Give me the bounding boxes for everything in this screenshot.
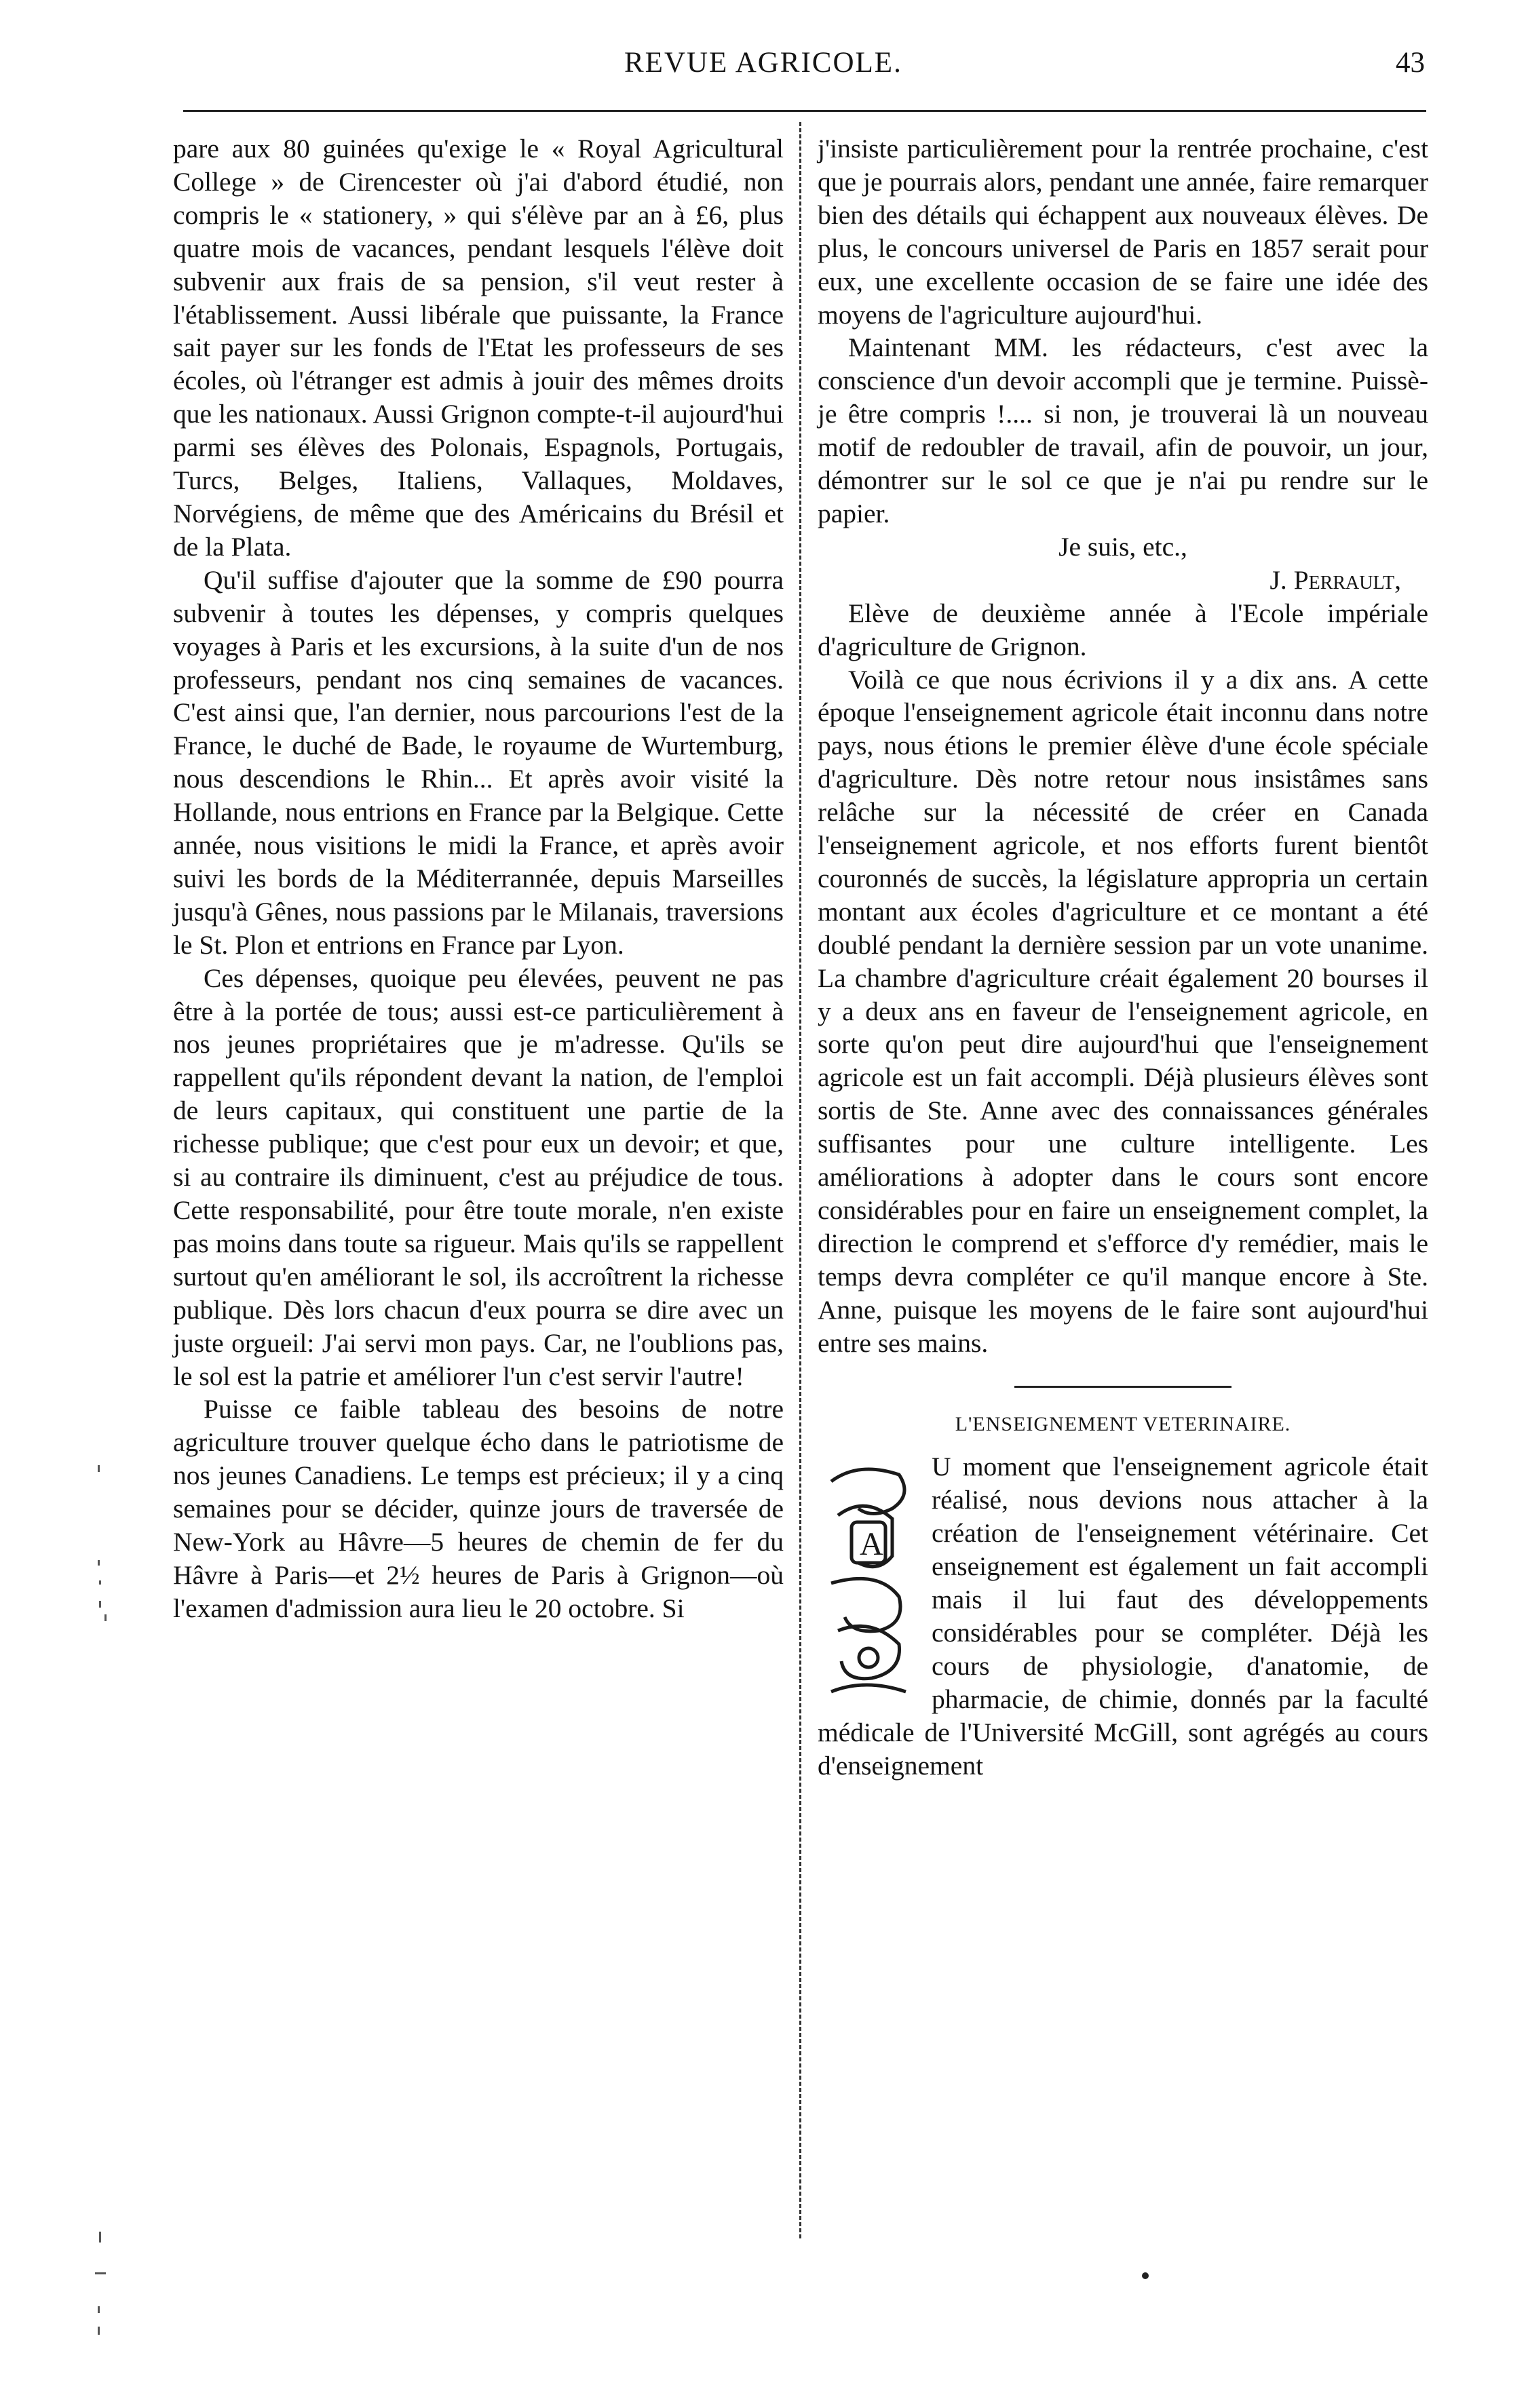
dropcap-letter: A <box>860 1526 883 1563</box>
page-number: 43 <box>1396 47 1425 79</box>
margin-specks <box>95 1458 115 2408</box>
header-rule <box>183 110 1426 112</box>
signature-title: Elève de deuxième année à l'Ecole impériale d'agriculture de Grignon. <box>818 598 1428 661</box>
column-divider <box>799 122 801 2238</box>
right-paragraph-2: Maintenant MM. les rédacteurs, c'est avec la conscience d'un devoir accompli que je termine. Puissè-je être compris !.... si non, je trouverai là un nouveau motif de redoubler de travail, afin de pouvoir, un jour, démontrer sur le sol ce que je n'ai pu rendre sur le papier. <box>818 332 1428 528</box>
left-paragraph-3: Ces dépenses, quoique peu élevées, peuvent ne pas être à la portée de tous; aussi est-ce particulièrement à nos jeunes propriétaires que je m'adresse. Qu'ils se rappellent qu'ils répondent devant la nation, de l'emploi de leurs capitaux, qui constituent une partie de la richesse publique; que c'est pour eux un devoir; et que, si au contraire ils diminuent, c'est au préjudice de tous. Cette responsabilité, pour être toute morale, n'en existe pas moins dans toute sa rigueur. Mais qu'ils se rappellent surtout qu'en améliorant le sol, ils accroîtrent la richesse publique. Dès lors chacun d'eux pourra se dire avec un juste orgueil: J'ai servi mon pays. Car, ne l'oublions pas, le sol est la patrie et améliorer l'un c'est servir l'autre! <box>173 963 784 1391</box>
section-body <box>818 1450 1428 1782</box>
left-column <box>173 132 784 1625</box>
left-paragraph-4: Puisse ce faible tableau des besoins de notre agriculture trouver quelque écho dans le patriotisme de nos jeunes Canadiens. Le temps est précieux; il y a cinq semaines pour se décider, quinze jours de traversée de New-York au Hâvre—5 heures de chemin de fer du Hâvre à Paris—et 2½ heures de Paris à Grignon—où l'examen d'admission aura lieu le 20 octobre. Si <box>173 1394 784 1623</box>
left-paragraph-2: Qu'il suffise d'ajouter que la somme de £90 pourra subvenir à toutes les dépenses, y compris quelques voyages à Paris et les excursions, à la suite d'un de nos professeurs, pendant nos cinq semaines de vacances. C'est ainsi que, l'an dernier, nous parcourions l'est de la France, le duché de Bade, le royaume de Wurtemburg, nous descendions le Rhin... Et après avoir visité la Hollande, nous entrions en France par la Belgique. Cette année, nous visitions le midi la France, et après avoir suivi les bords de la Méditerrannée, depuis Marseilles jusqu'à Gênes, nous passions par le Milanais, traversions le St. Plon et entrions en France par Lyon. <box>173 564 784 960</box>
section-heading: L'ENSEIGNEMENT VETERINAIRE. <box>955 1412 1291 1435</box>
signature-line <box>818 564 1428 597</box>
right-paragraph-1: j'insiste particulièrement pour la rentrée prochaine, c'est que je pourrais alors, pendant une année, faire remarquer bien des détails qui échappent aux nouveaux élèves. De plus, le concours universel de Paris en 1857 serait pour eux, une excellente occasion de se faire une idée des moyens de l'agriculture aujourd'hui. <box>818 134 1428 330</box>
left-paragraph-1: pare aux 80 guinées qu'exige le « Royal Agricultural College » de Cirencester où j'ai d'abord étudié, non compris le « stationery, » qui s'élève par an à £6, plus quatre mois de vacances, pendant lesquels l'élève doit subvenir aux frais de sa pension, s'il veut rester à l'établissement. Aussi libérale que puissante, la France sait payer sur les fonds de l'Etat les professeurs de ses écoles, où l'étranger est admis à jouir des mêmes droits que les nationaux. Aussi Grignon compte-t-il aujourd'hui parmi ses élèves des Polonais, Espagnols, Portugais, Turcs, Belges, Italiens, Vallaques, Moldaves, Norvégiens, de même que des Américains du Brésil et de la Plata. <box>173 134 784 562</box>
closing-line: Je suis, etc., <box>1058 531 1187 562</box>
section-text: U moment que l'enseignement agricole était réalisé, nous devions nous attacher à la création de l'enseignement vétérinaire. Cet enseignement est également un fait accompli mais il lui faut des développements considérables pour se compléter. Déjà les cours de physiologie, d'anatomie, de pharmacie, de chimie, donnés par la faculté médicale de l'Université McGill, sont agrégés au cours d'enseignement <box>818 1452 1428 1781</box>
running-title: REVUE AGRICOLE. <box>624 47 902 79</box>
signature-name: J. Perrault, <box>1269 564 1401 595</box>
right-paragraph-3: Voilà ce que nous écrivions il y a dix ans. A cette époque l'enseignement agricole était inconnu dans notre pays, nous étions le premier élève d'une école spéciale d'agriculture. Dès notre retour nous insistâmes sans relâche sur la nécessité de créer en Canada l'enseignement agricole, et nos efforts furent bientôt couronnés de succès, la législature appropria un certain montant aux écoles d'agriculture et ce montant a été doublé pendant la dernière session par un vote unanime. La chambre d'agriculture créait également 20 bourses il y a deux ans en faveur de l'enseignement agricole, en sorte qu'on peut dire aujourd'hui que l'enseignement agricole est un fait accompli. Déjà plusieurs élèves sont sortis de Ste. Anne avec des connaissances générales suffisantes pour une culture intelligente. Les améliorations à adopter dans le cours sont encore considérables pour en faire un enseignement complet, la direction le comprend et s'efforce d'y remédier, mais le temps devra compléter ce qu'il manque encore à Ste. Anne, puisque les moyens de le faire sont aujourd'hui entre ses mains. <box>818 664 1428 1358</box>
stray-ink-dot <box>1142 2272 1149 2279</box>
section-divider-rule <box>1014 1386 1231 1388</box>
page-header <box>183 41 1425 102</box>
ornamental-dropcap-a <box>818 1454 919 1698</box>
right-column <box>818 132 1428 1783</box>
